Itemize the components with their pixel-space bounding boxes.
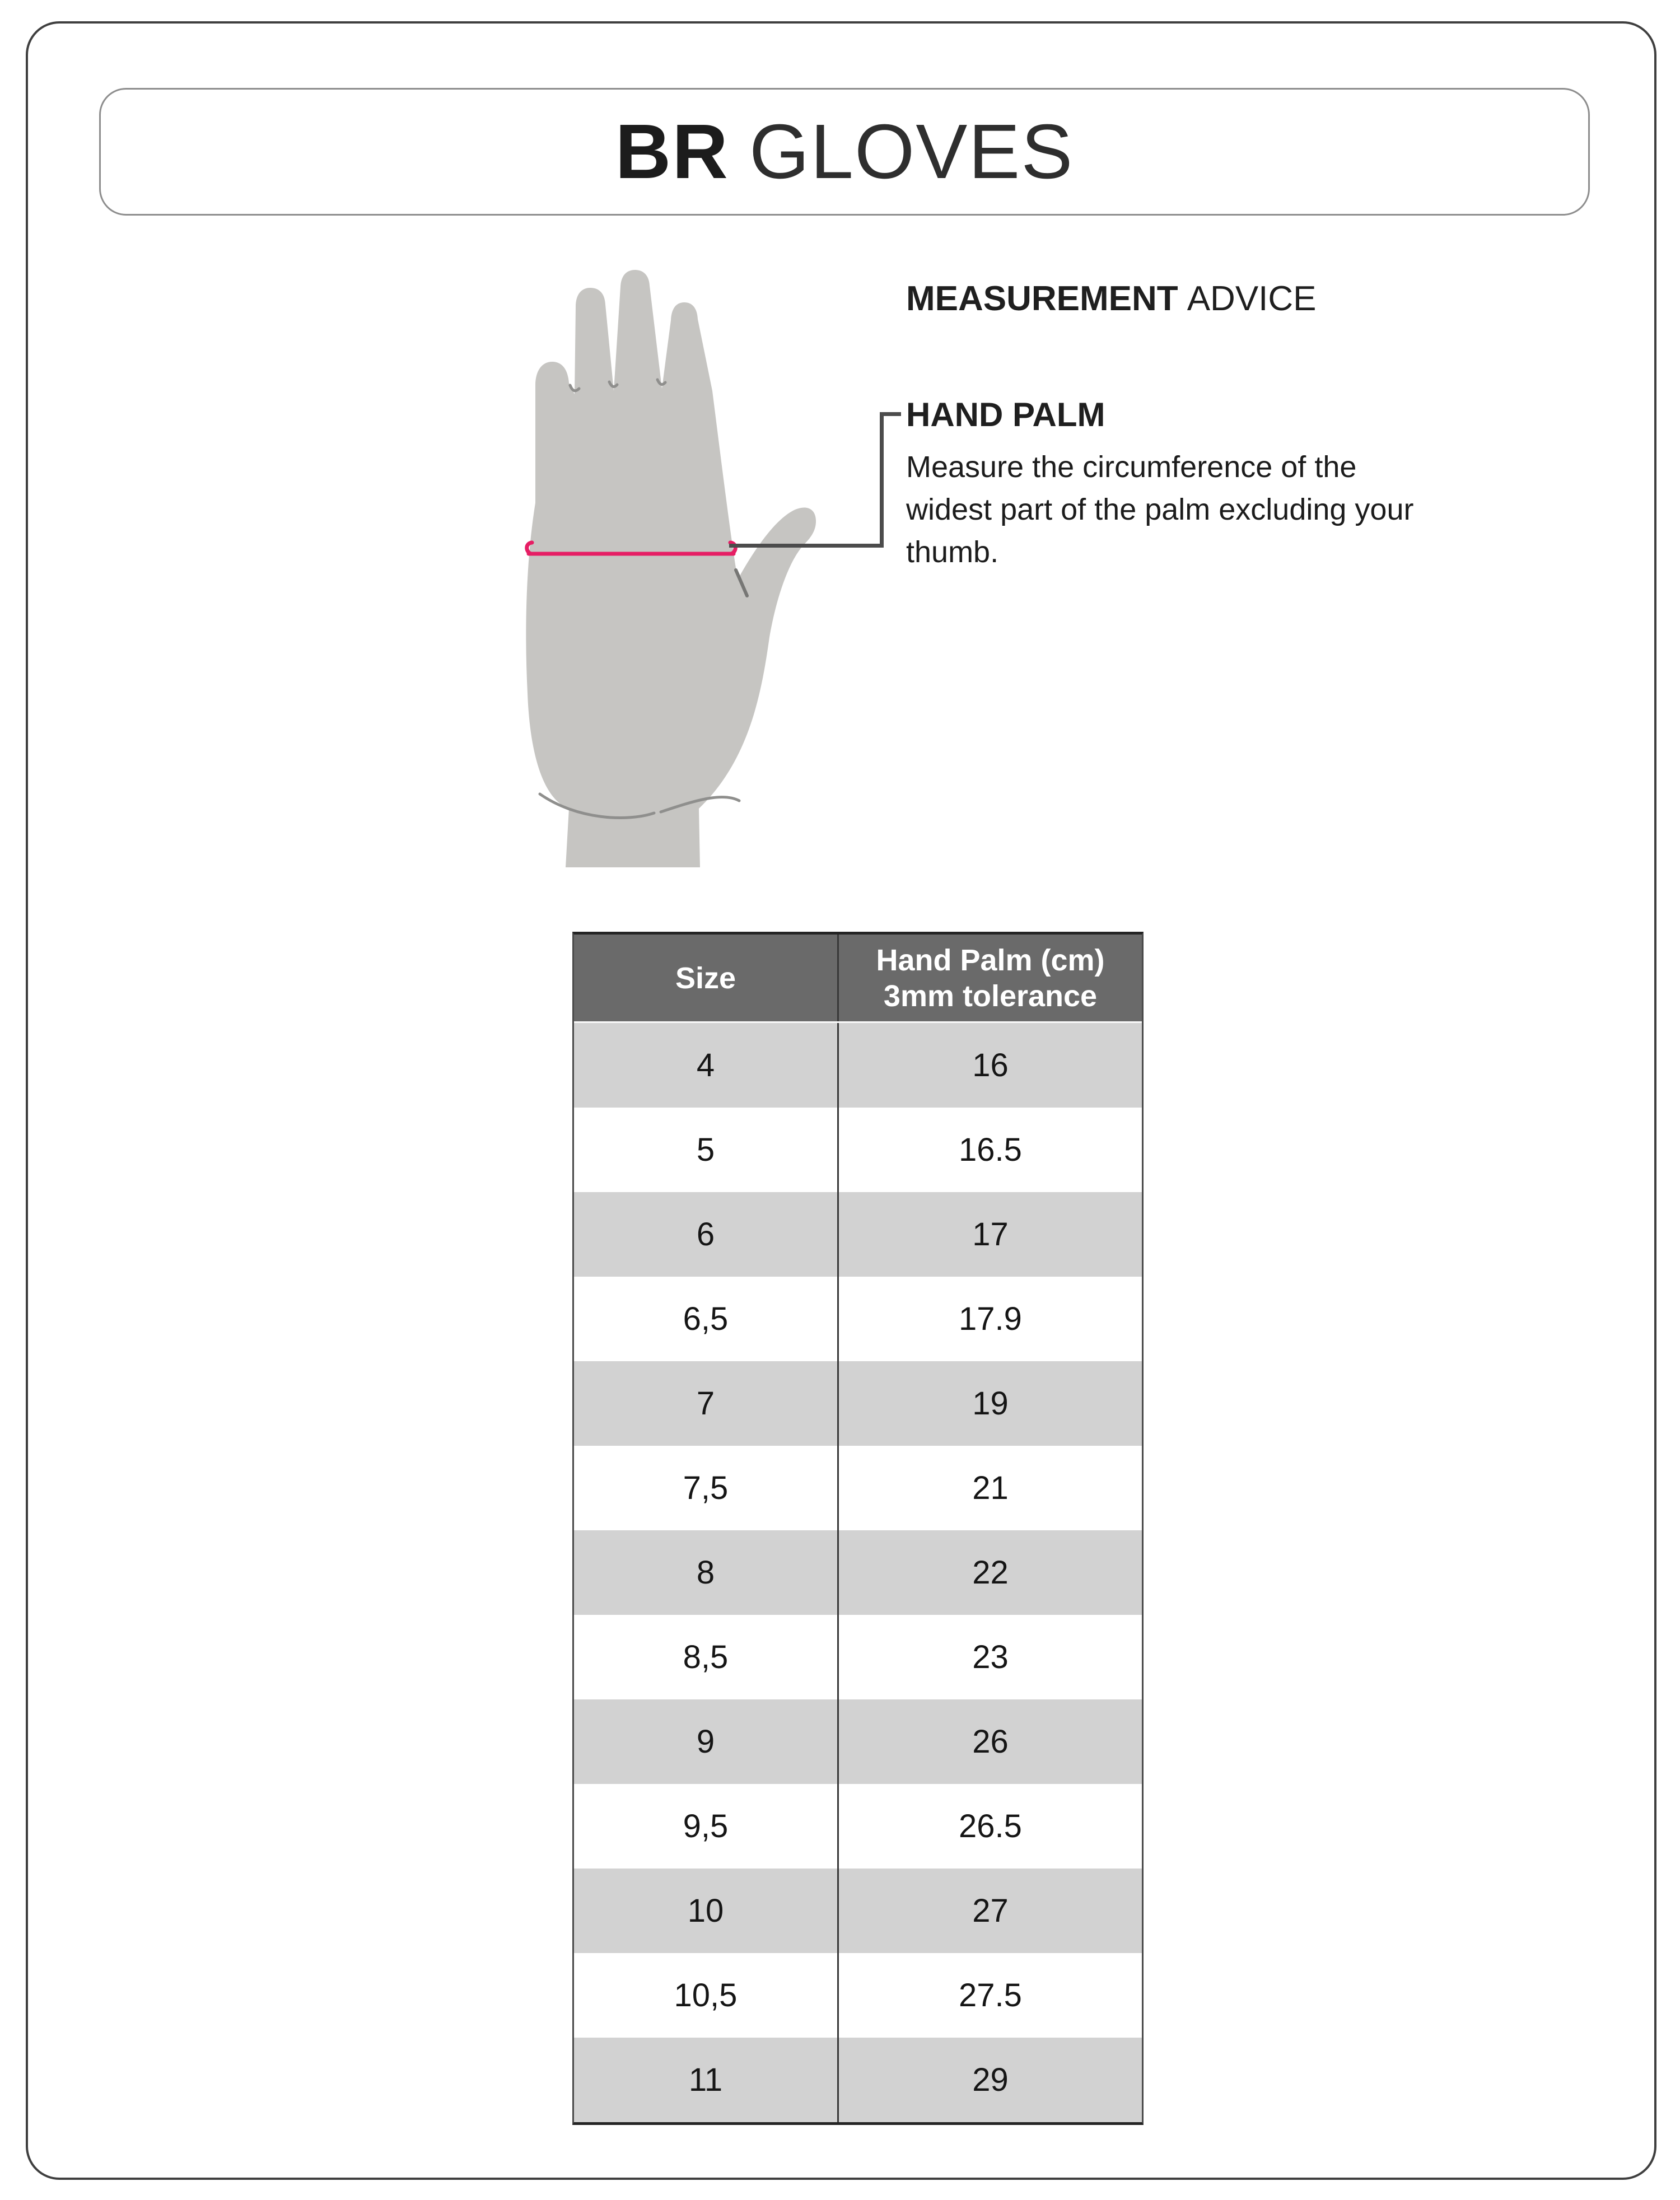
palm-header-line1: Hand Palm (cm)	[876, 943, 1105, 977]
palm-cell: 23	[972, 1639, 1009, 1675]
size-cell: 7,5	[683, 1470, 729, 1506]
size-cell: 7	[696, 1385, 715, 1422]
size-cell: 4	[696, 1047, 715, 1083]
palm-cell: 16	[972, 1047, 1009, 1083]
table-row	[574, 1361, 1142, 1446]
size-table	[572, 932, 1144, 2125]
brand-name: BR	[615, 108, 729, 195]
table-row	[574, 1023, 1142, 1108]
palm-cell: 17	[972, 1216, 1009, 1253]
table-row	[574, 1615, 1142, 1699]
palm-cell: 19	[972, 1385, 1009, 1422]
advice-heading-regular: ADVICE	[1187, 279, 1317, 318]
size-header-cell: Size	[675, 961, 736, 995]
size-cell: 8,5	[683, 1639, 729, 1675]
hand-palm-description-line: widest part of the palm excluding your	[906, 493, 1414, 526]
palm-cell: 26	[972, 1723, 1009, 1760]
size-cell: 8	[696, 1554, 715, 1591]
size-cell: 10	[687, 1893, 724, 1929]
table-row	[574, 1192, 1142, 1277]
callout-connector-tick	[880, 412, 901, 416]
advice-heading-bold: MEASUREMENT	[906, 279, 1178, 318]
table-row	[574, 2038, 1142, 2122]
palm-cell: 21	[972, 1470, 1009, 1506]
palm-cell: 26.5	[959, 1808, 1022, 1844]
hand-palm-description-line: thumb.	[906, 535, 999, 569]
size-cell: 6	[696, 1216, 715, 1253]
palm-header-cell	[839, 935, 1142, 1021]
size-cell: 6,5	[683, 1301, 729, 1337]
palm-cell: 29	[972, 2062, 1009, 2098]
table-header-row	[574, 935, 1142, 1023]
size-cell: 10,5	[674, 1977, 738, 2014]
brand-product: GLOVES	[749, 108, 1074, 195]
table-row	[574, 1446, 1142, 1530]
palm-cell: 16.5	[959, 1132, 1022, 1168]
title-box	[99, 88, 1590, 216]
size-table-body	[574, 1023, 1142, 2122]
table-row	[574, 1108, 1142, 1192]
size-cell: 9	[696, 1723, 715, 1760]
callout-connector-horizontal	[729, 544, 884, 548]
callout-connector-vertical	[880, 412, 884, 548]
size-cell: 11	[688, 2062, 723, 2098]
table-row	[574, 1953, 1142, 2038]
size-cell: 9,5	[683, 1808, 729, 1844]
hand-palm-heading: HAND PALM	[906, 396, 1105, 433]
palm-cell: 17.9	[959, 1301, 1022, 1337]
size-cell: 5	[696, 1132, 715, 1168]
measurement-advice-heading	[906, 279, 1317, 319]
palm-cell: 27.5	[959, 1977, 1022, 2014]
table-row	[574, 1277, 1142, 1361]
hand-palm-description-line: Measure the circumference of the	[906, 450, 1357, 484]
palm-cell: 22	[972, 1554, 1009, 1591]
hand-silhouette	[526, 270, 816, 867]
palm-cell: 27	[972, 1893, 1009, 1929]
table-row	[574, 1869, 1142, 1953]
table-row	[574, 1784, 1142, 1869]
table-row	[574, 1699, 1142, 1784]
hand-illustration	[521, 268, 818, 895]
palm-header-line2: 3mm tolerance	[883, 979, 1098, 1013]
table-row	[574, 1530, 1142, 1615]
